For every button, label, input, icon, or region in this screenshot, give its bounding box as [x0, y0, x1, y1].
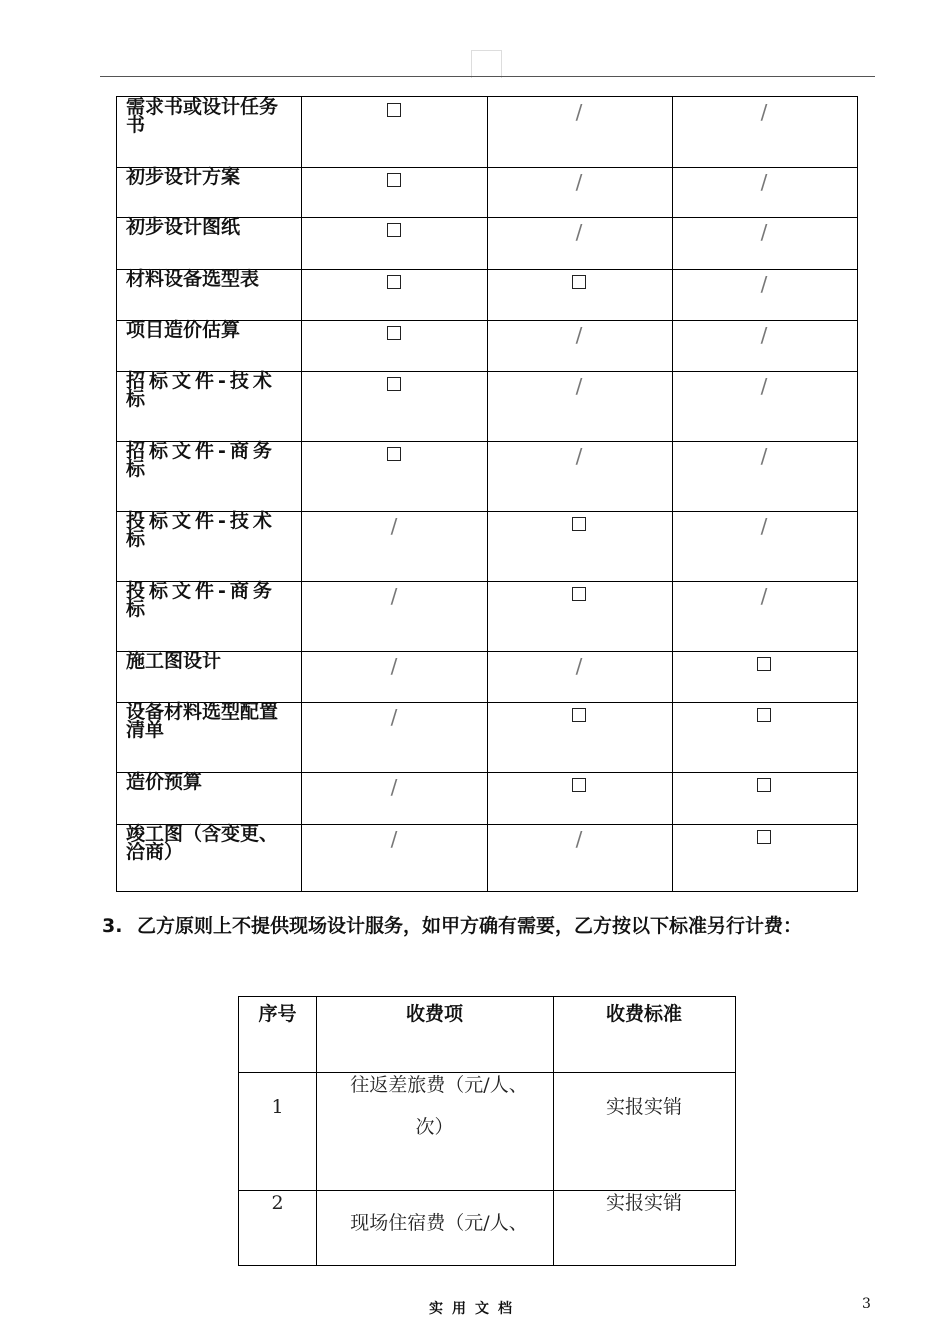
checkbox-mark — [753, 706, 775, 728]
deliverable-label: 招标文件-技术标 — [126, 370, 276, 410]
checkbox-mark — [753, 776, 775, 798]
not-applicable-mark: / — [760, 100, 768, 124]
not-applicable-mark: / — [760, 220, 768, 244]
not-applicable-mark: / — [390, 705, 398, 729]
row-2-item-line1: 现场住宿费（元/人、 — [350, 1212, 528, 1234]
not-applicable-mark: / — [575, 100, 583, 124]
checkbox-mark — [568, 515, 590, 537]
checkbox-mark — [383, 171, 405, 193]
deliverables-table — [116, 96, 858, 892]
checkbox-mark — [383, 445, 405, 467]
deliverable-label: 招标文件-商务标 — [126, 440, 276, 480]
not-applicable-mark: / — [760, 514, 768, 538]
not-applicable-mark: / — [760, 584, 768, 608]
not-applicable-mark: / — [390, 654, 398, 678]
checkbox-mark — [383, 375, 405, 397]
header-seq: 序号 — [258, 1003, 297, 1025]
not-applicable-mark: / — [390, 775, 398, 799]
not-applicable-mark: / — [760, 444, 768, 468]
checkbox-mark — [383, 221, 405, 243]
header-mark — [471, 50, 502, 78]
row-1-standard: 实报实销 — [605, 1096, 682, 1118]
deliverable-label: 初步设计图纸 — [126, 216, 241, 238]
not-applicable-mark: / — [575, 444, 583, 468]
not-applicable-mark: / — [575, 170, 583, 194]
not-applicable-mark: / — [575, 374, 583, 398]
header-standard: 收费标准 — [605, 1003, 682, 1025]
fee-table — [238, 996, 736, 1266]
deliverable-label: 材料设备选型表 — [126, 268, 260, 290]
checkbox-mark — [383, 324, 405, 346]
deliverable-label: 投标文件-技术标 — [126, 510, 276, 550]
not-applicable-mark: / — [575, 654, 583, 678]
not-applicable-mark: / — [390, 827, 398, 851]
checkbox-mark — [568, 776, 590, 798]
row-1-item-line2: 次） — [415, 1116, 454, 1138]
checkbox-mark — [568, 706, 590, 728]
not-applicable-mark: / — [575, 220, 583, 244]
page-number: 3 — [862, 1296, 871, 1312]
checkbox-mark — [383, 101, 405, 123]
checkbox-mark — [753, 828, 775, 850]
not-applicable-mark: / — [390, 584, 398, 608]
deliverable-label: 投标文件-商务标 — [126, 580, 276, 620]
deliverable-label: 项目造价估算 — [126, 319, 241, 341]
checkbox-mark — [568, 585, 590, 607]
checkbox-mark — [383, 273, 405, 295]
not-applicable-mark: / — [760, 272, 768, 296]
deliverable-label: 施工图设计 — [126, 650, 222, 672]
checkbox-mark — [568, 273, 590, 295]
row-2-seq: 2 — [271, 1192, 284, 1214]
row-1-seq: 1 — [271, 1096, 284, 1118]
deliverable-label: 需求书或设计任务书 — [126, 96, 279, 136]
clause-text: 乙方原则上不提供现场设计服务，如甲方确有需要，乙方按以下标准另行计费： — [137, 915, 803, 937]
not-applicable-mark: / — [760, 170, 768, 194]
not-applicable-mark: / — [575, 827, 583, 851]
header-item: 收费项 — [405, 1003, 463, 1025]
not-applicable-mark: / — [575, 323, 583, 347]
column-divider — [553, 997, 554, 1265]
footer-text: 实用文档 — [429, 1301, 521, 1317]
clause-number: 3. — [102, 915, 123, 937]
deliverable-label: 设备材料选型配置清单 — [126, 701, 279, 741]
not-applicable-mark: / — [390, 514, 398, 538]
header-rule — [100, 76, 875, 77]
row-1-item-line1: 往返差旅费（元/人、 — [350, 1074, 528, 1096]
deliverable-label: 初步设计方案 — [126, 166, 241, 188]
not-applicable-mark: / — [760, 323, 768, 347]
checkbox-mark — [753, 655, 775, 677]
not-applicable-mark: / — [760, 374, 768, 398]
deliverable-label: 竣工图（含变更、洽商） — [126, 823, 279, 863]
row-2-standard: 实报实销 — [605, 1192, 682, 1214]
deliverable-label: 造价预算 — [126, 771, 203, 793]
